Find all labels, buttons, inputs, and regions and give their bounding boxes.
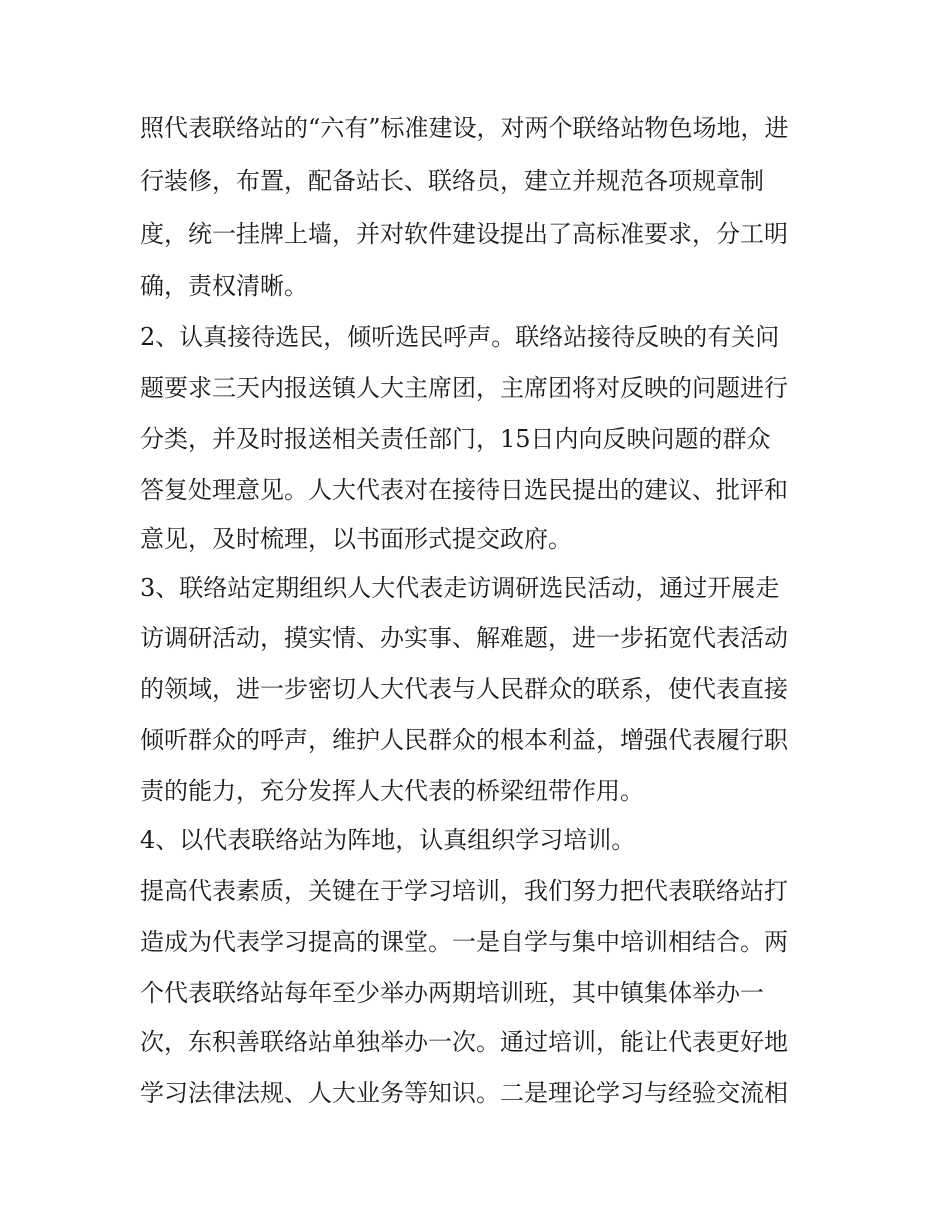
text-line-18: 个代表联络站每年至少举办两期培训班，其中镇集体举办一 xyxy=(140,979,764,1007)
text-line-15: 4、以代表联络站为阵地，认真组织学习培训。 xyxy=(140,826,636,854)
text-line-8: 答复处理意见。人大代表对在接待日选民提出的建议、批评和 xyxy=(140,476,788,504)
text-line-4: 确，责权清晰。 xyxy=(140,272,308,300)
text-line-1: 照代表联络站的“六有”标准建设，对两个联络站物色场地，进 xyxy=(140,114,789,142)
text-line-9: 意见，及时梳理，以书面形式提交政府。 xyxy=(140,525,572,553)
text-line-16: 提高代表素质，关键在于学习培训，我们努力把代表联络站打 xyxy=(140,877,788,905)
text-line-6: 题要求三天内报送镇人大主席团，主席团将对反映的问题进行 xyxy=(140,374,788,402)
text-line-17: 造成为代表学习提高的课堂。一是自学与集中培训相结合。两 xyxy=(140,928,788,956)
text-line-10: 3、联络站定期组织人大代表走访调研选民活动，通过开展走 xyxy=(140,574,780,602)
text-line-2: 行装修，布置，配备站长、联络员，建立并规范各项规章制 xyxy=(140,167,764,195)
text-line-3: 度，统一挂牌上墙，并对软件建设提出了高标准要求，分工明 xyxy=(140,220,788,248)
text-line-20: 学习法律法规、人大业务等知识。二是理论学习与经验交流相 xyxy=(140,1079,788,1107)
text-line-11: 访调研活动，摸实情、办实事、解难题，进一步拓宽代表活动 xyxy=(140,624,788,652)
text-line-5: 2、认真接待选民，倾听选民呼声。联络站接待反映的有关问 xyxy=(140,323,780,351)
text-line-12: 的领域，进一步密切人大代表与人民群众的联系，使代表直接 xyxy=(140,675,788,703)
text-line-13: 倾听群众的呼声，维护人民群众的根本利益，增强代表履行职 xyxy=(140,726,788,754)
text-line-7: 分类，并及时报送相关责任部门，15日内向反映问题的群众 xyxy=(140,425,771,453)
text-line-14: 责的能力，充分发挥人大代表的桥梁纽带作用。 xyxy=(140,777,644,805)
text-line-19: 次，东积善联络站单独举办一次。通过培训，能让代表更好地 xyxy=(140,1028,788,1056)
